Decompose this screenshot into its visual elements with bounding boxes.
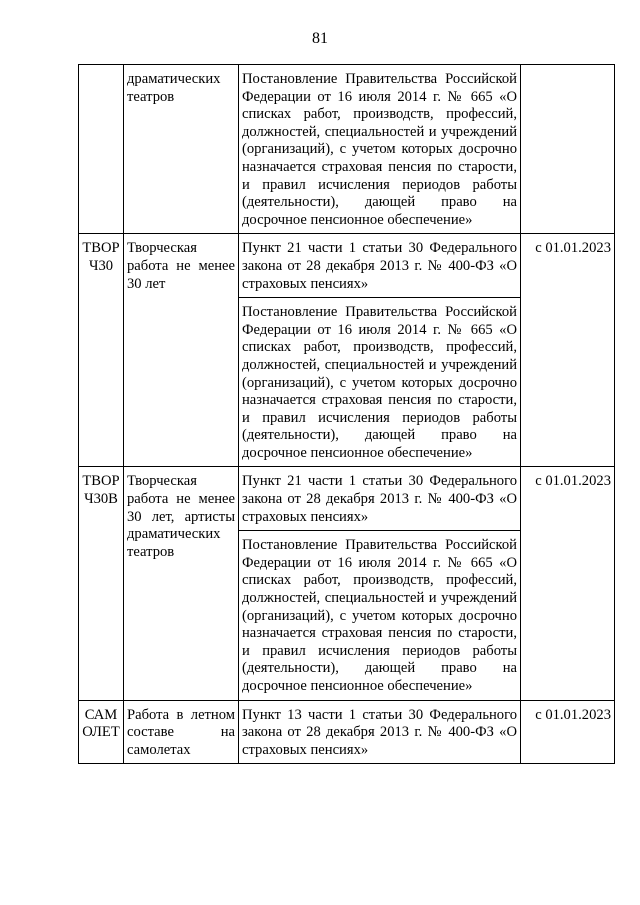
row-code-cell: ТВОР Ч30 (79, 234, 124, 467)
row-legal-basis-cell: Постановление Правительства Российской Федерации от 16 июля 2014 г. № 665 «О списках работ, производств, профессий, должностей, специальностей и учреждений (организаций), с учетом которых досрочно назначается страховая пенсия по старости, и правил исчисления периодов работы (деятельности), дающей право на досрочное пенсионное обеспечение» (239, 65, 521, 234)
row-legal-basis-cell: Постановление Правительства Российской Федерации от 16 июля 2014 г. № 665 «О списках работ, производств, профессий, должностей, специальностей и учреждений (организаций), с учетом которых досрочно назначается страховая пенсия по старости, и правил исчисления периодов работы (деятельности), дающей право на досрочное пенсионное обеспечение» (239, 298, 521, 467)
row-legal-basis-cell: Постановление Правительства Российской Федерации от 16 июля 2014 г. № 665 «О списках работ, производств, профессий, должностей, специальностей и учреждений (организаций), с учетом которых досрочно назначается страховая пенсия по старости, и правил исчисления периодов работы (деятельности), дающей право на досрочное пенсионное обеспечение» (239, 531, 521, 700)
row-description-cell: Творческая работа не менее 30 лет, артисты драматических театров (124, 467, 239, 700)
row-date-cell: с 01.01.2023 (521, 467, 615, 700)
row-date-cell: с 01.01.2023 (521, 700, 615, 764)
table-row (79, 234, 615, 298)
row-legal-basis-cell: Пункт 21 части 1 статьи 30 Федерального закона от 28 декабря 2013 г. № 400-ФЗ «О страховых пенсиях» (239, 234, 521, 298)
row-legal-basis-cell: Пункт 21 части 1 статьи 30 Федерального закона от 28 декабря 2013 г. № 400-ФЗ «О страховых пенсиях» (239, 467, 521, 531)
row-code-cell: ТВОР Ч30В (79, 467, 124, 700)
table-row (79, 65, 615, 234)
table-row (79, 467, 615, 531)
row-description-cell: Работа в летном составе на самолетах (124, 700, 239, 764)
row-code-cell (79, 65, 124, 234)
row-date-cell: с 01.01.2023 (521, 234, 615, 467)
row-description-cell: драматических театров (124, 65, 239, 234)
row-legal-basis-cell: Пункт 13 части 1 статьи 30 Федерального закона от 28 декабря 2013 г. № 400-ФЗ «О страховых пенсиях» (239, 700, 521, 764)
document-table (78, 64, 615, 764)
row-date-cell (521, 65, 615, 234)
table-row (79, 700, 615, 764)
row-description-cell: Творческая работа не менее 30 лет (124, 234, 239, 467)
row-code-cell: САМ ОЛЕТ (79, 700, 124, 764)
page-number: 81 (312, 30, 328, 47)
